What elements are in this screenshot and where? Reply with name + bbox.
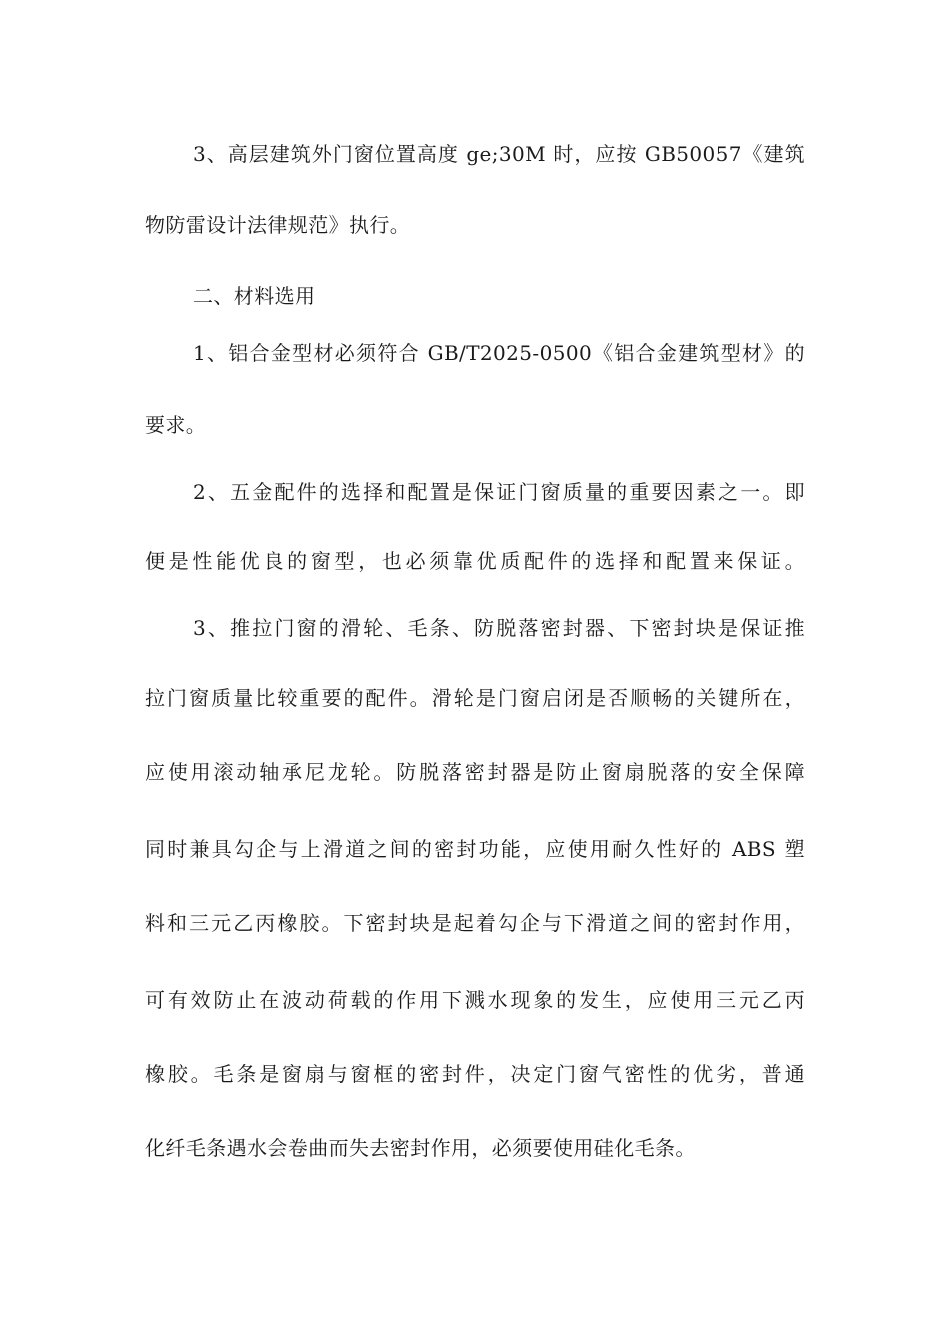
paragraph-line: 3、推拉门窗的滑轮、毛条、防脱落密封器、下密封块是保证推: [193, 616, 805, 640]
paragraph-line: 拉门窗质量比较重要的配件。滑轮是门窗启闭是否顺畅的关键所在，: [145, 686, 805, 710]
paragraph-line: 要求。: [145, 413, 207, 437]
section-heading: 二、材料选用: [193, 284, 316, 308]
paragraph-line: 物防雷设计法律规范》执行。: [145, 213, 411, 237]
paragraph-line: 可有效防止在波动荷载的作用下溅水现象的发生，应使用三元乙丙: [145, 988, 805, 1012]
paragraph-line: 1、铝合金型材必须符合 GB/T2025-0500《铝合金建筑型材》的: [193, 341, 805, 365]
paragraph-line: 橡胶。毛条是窗扇与窗框的密封件，决定门窗气密性的优劣，普通: [145, 1062, 805, 1086]
paragraph-line: 同时兼具勾企与上滑道之间的密封功能，应使用耐久性好的 ABS 塑: [145, 837, 805, 861]
paragraph-line: 便是性能优良的窗型，也必须靠优质配件的选择和配置来保证。: [145, 549, 805, 573]
paragraph-line: 3、高层建筑外门窗位置高度 ge;30M 时，应按 GB50057《建筑: [193, 142, 805, 166]
paragraph-line: 化纤毛条遇水会卷曲而失去密封作用，必须要使用硅化毛条。: [145, 1136, 696, 1160]
paragraph-line: 料和三元乙丙橡胶。下密封块是起着勾企与下滑道之间的密封作用，: [145, 911, 805, 935]
paragraph-line: 应使用滚动轴承尼龙轮。防脱落密封器是防止窗扇脱落的安全保障: [145, 760, 805, 784]
paragraph-line: 2、五金配件的选择和配置是保证门窗质量的重要因素之一。即: [193, 480, 805, 504]
